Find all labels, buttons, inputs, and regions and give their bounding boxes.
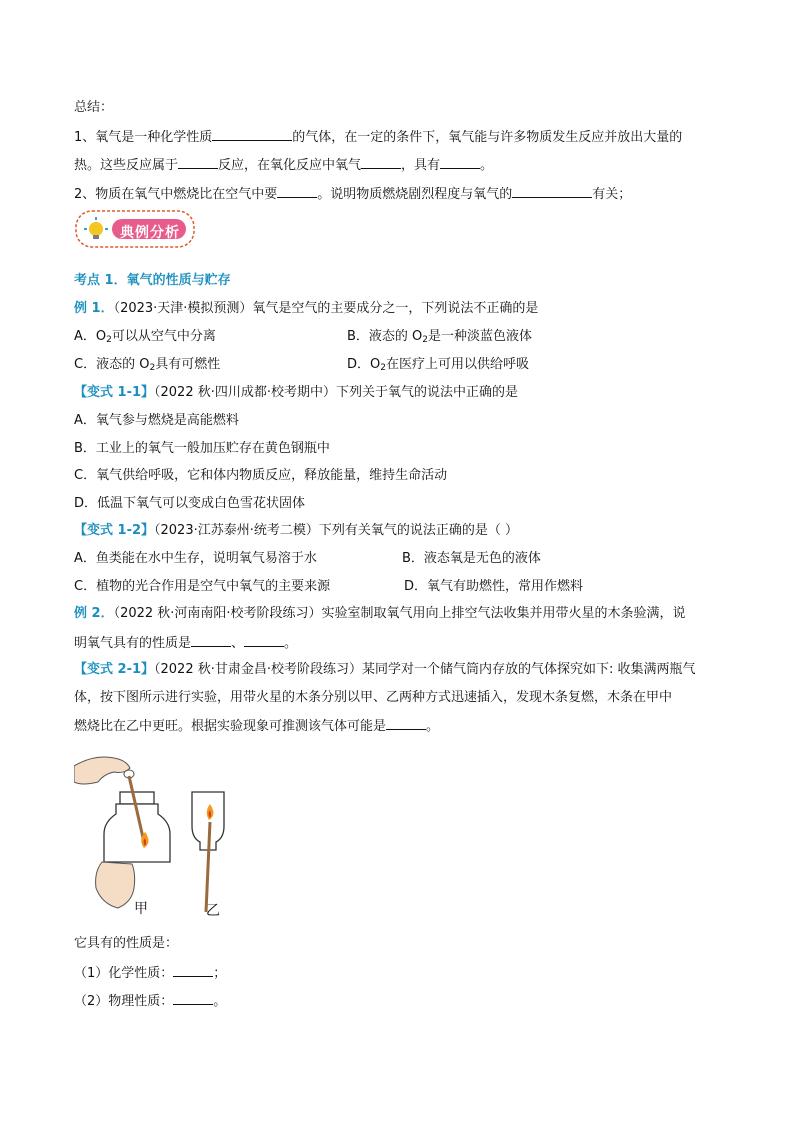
example-2-stem: 例 2．（2022 秋·河南南阳·校考阶段练习）实验室制取氧气用向上排空气法收集并用带火星的木条验满，说 — [74, 606, 686, 621]
answer-blank[interactable] — [440, 154, 480, 169]
summary-point-1-cont: 热。这些反应属于 反应，在氧化反应中氧气 ，具有 。 — [74, 154, 493, 176]
ex1-option-d[interactable]: D．$O_2$在医疗上可用以供给呼吸 — [347, 357, 529, 373]
variant-2-1-stem-2: 体，按下图所示进行实验，用带火星的木条分别以甲、乙两种方式迅速插入，发现木条复燃，木条在甲中 — [74, 690, 673, 705]
example-2-stem-cont: 明氧气具有的性质是 、 。 — [74, 632, 297, 654]
ex1-option-c[interactable]: C．液态的 $O_2$具有可燃性 — [74, 357, 221, 373]
summary-point-1: 1、氧气是一种化学性质 的气体，在一定的条件下，氧气能与许多物质发生反应并放出大量的 — [74, 126, 682, 148]
variant-1-2-stem: 【变式 1-2】（2023·江苏泰州·统考二模）下列有关氧气的说法正确的是（ ） — [74, 523, 518, 538]
v12-option-c[interactable]: C．植物的光合作用是空气中氧气的主要来源 — [74, 579, 331, 594]
answer-blank[interactable] — [386, 715, 426, 730]
badge-text: 典例分析 — [120, 225, 180, 241]
chemical-property-line: （1）化学性质： ； — [74, 962, 226, 984]
example-analysis-badge — [74, 207, 196, 251]
variant-2-1-stem-3: 燃烧比在乙中更旺。根据实验现象可推测该气体可能是 。 — [74, 715, 439, 737]
bottle-jia-icon — [104, 792, 170, 862]
v11-option-a[interactable]: A．氧气参与燃烧是高能燃料 — [74, 413, 239, 428]
figure-label-yi: 乙 — [206, 903, 220, 919]
answer-blank[interactable] — [191, 632, 231, 647]
summary-heading: 总结： — [74, 100, 114, 115]
variant-1-1-stem: 【变式 1-1】（2022 秋·四川成都·校考期中）下列关于氧气的说法中正确的是 — [74, 385, 518, 400]
answer-blank[interactable] — [244, 632, 284, 647]
variant-2-1-stem: 【变式 2-1】（2022 秋·甘肃金昌·校考阶段练习）某同学对一个储气筒内存放的气体探究如下: 收集满两瓶气 — [74, 662, 696, 677]
answer-blank[interactable] — [512, 183, 592, 198]
answer-blank[interactable] — [212, 126, 292, 141]
ex1-option-a[interactable]: A．$O_2$可以从空气中分离 — [74, 329, 216, 345]
topic-heading: 考点 1．氧气的性质与贮存 — [74, 273, 231, 288]
v11-option-d[interactable]: D．低温下氧气可以变成白色雪花状固体 — [74, 496, 306, 511]
v11-option-b[interactable]: B．工业上的氧气一般加压贮存在黄色钢瓶中 — [74, 441, 330, 456]
physical-property-line: （2）物理性质： 。 — [74, 990, 226, 1012]
experiment-figure — [74, 752, 244, 922]
answer-blank[interactable] — [277, 183, 317, 198]
ex1-option-b[interactable]: B．液态的 $O_2$是一种淡蓝色液体 — [347, 329, 533, 345]
answer-blank[interactable] — [173, 962, 213, 977]
answer-blank[interactable] — [178, 154, 218, 169]
properties-heading: 它具有的性质是： — [74, 936, 179, 951]
figure-label-jia: 甲 — [134, 901, 148, 917]
hand-icon — [74, 757, 130, 784]
answer-blank[interactable] — [361, 154, 401, 169]
example-1-stem: 例 1．（2023·天津·模拟预测）氧气是空气的主要成分之一，下列说法不正确的是 — [74, 301, 539, 316]
v12-option-d[interactable]: D．氧气有助燃性，常用作燃料 — [404, 579, 584, 594]
v11-option-c[interactable]: C．氧气供给呼吸，它和体内物质反应，释放能量，维持生命活动 — [74, 468, 448, 483]
lightbulb-icon — [89, 222, 103, 236]
v12-option-a[interactable]: A．鱼类能在水中生存，说明氧气易溶于水 — [74, 551, 317, 566]
summary-point-2: 2、物质在氧气中燃烧比在空气中要 。说明物质燃烧剧烈程度与氧气的 有关； — [74, 183, 631, 205]
answer-blank[interactable] — [173, 990, 213, 1005]
v12-option-b[interactable]: B．液态氧是无色的液体 — [402, 551, 541, 566]
